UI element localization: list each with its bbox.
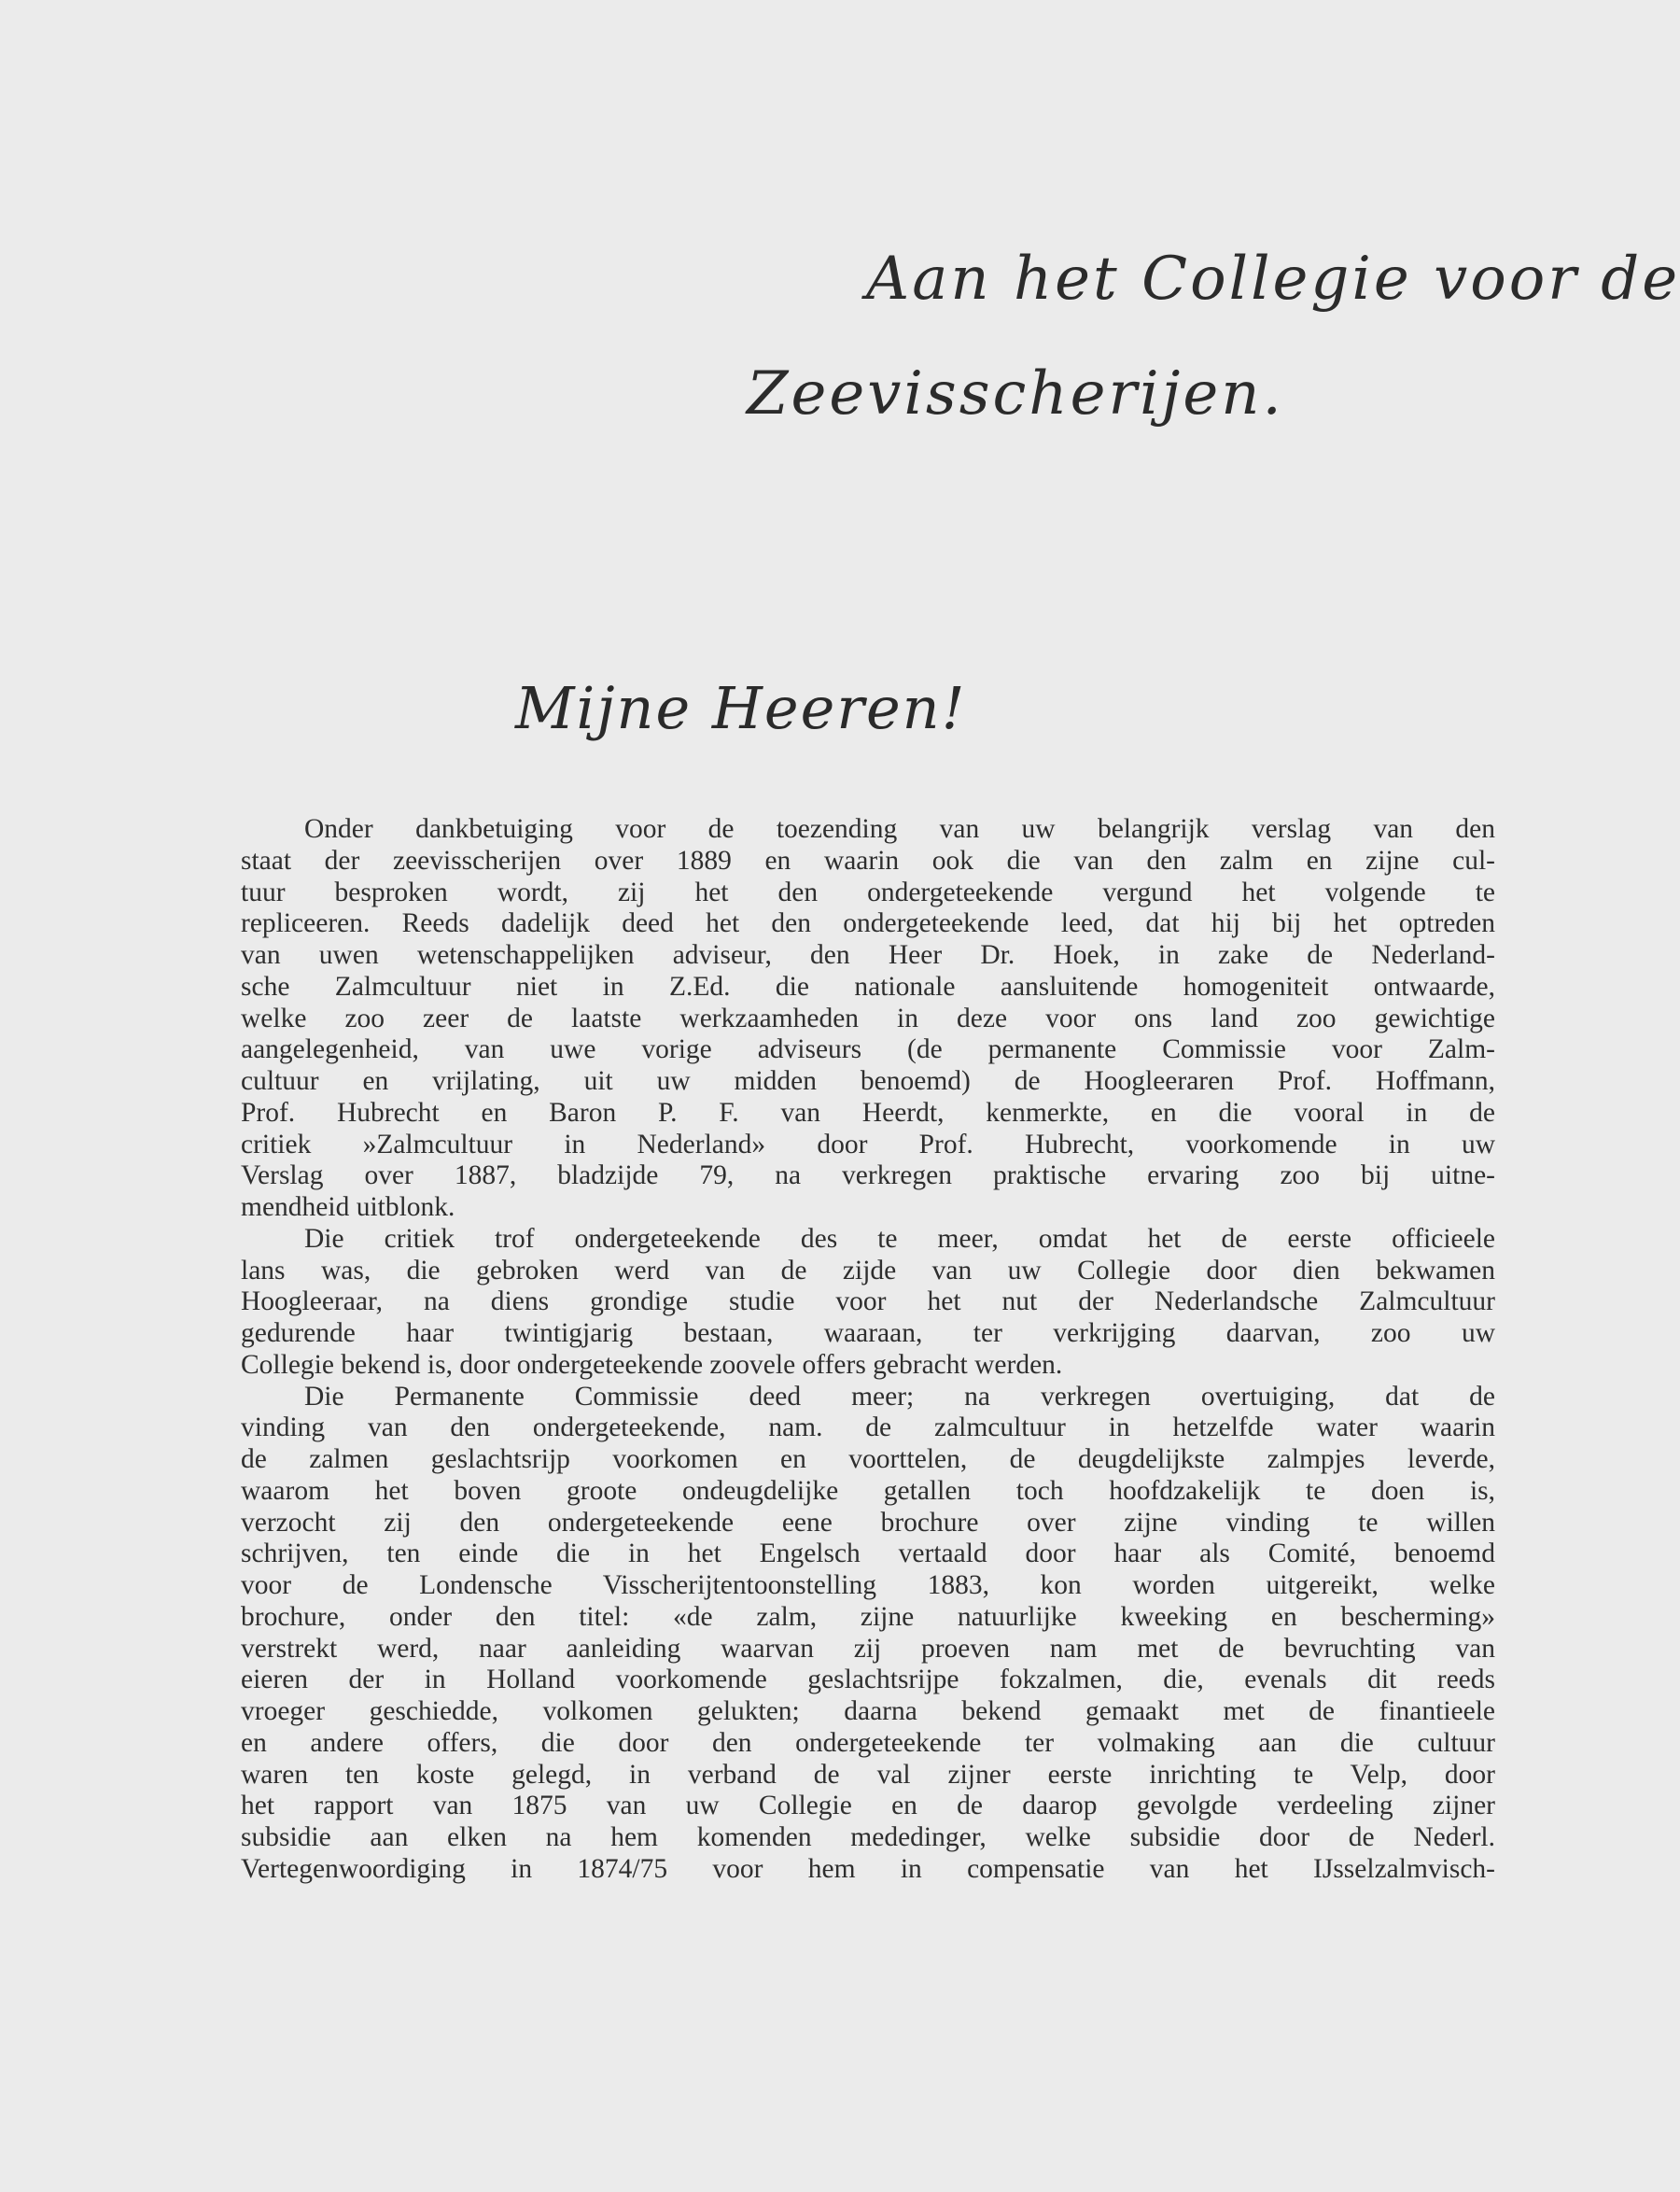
text-line: welke zoo zeer de laatste werkzaamheden in deze voor ons land zoo gewichtige [241,1003,1495,1033]
text-line: subsidie aan elken na hem komenden mededinger, welke subsidie door de Nederl. [241,1822,1495,1852]
text-line: Onder dankbetuiging voor de toezending van uw belangrijk verslag van den [304,814,1495,844]
text-line: gedurende haar twintigjarig bestaan, waaraan, ter verkrijging daarvan, zoo uw [241,1318,1495,1348]
text-line: Collegie bekend is, door ondergeteekende zoovele offers gebracht werden. [241,1349,1063,1380]
text-line: vroeger geschiedde, volkomen gelukten; daarna bekend gemaakt met de finantieele [241,1696,1495,1726]
text-line: mendheid uitblonk. [241,1192,455,1222]
salutation: Mijne Heeren! [515,674,967,742]
text-line: verzocht zij den ondergeteekende eene brochure over zijne vinding te willen [241,1507,1495,1538]
text-line: waarom het boven groote ondeugdelijke getallen toch hoofdzakelijk te doen is, [241,1475,1495,1506]
text-line: Hoogleeraar, na diens grondige studie voor het nut der Nederlandsche Zalmcultuur [241,1286,1495,1317]
text-line: Die critiek trof ondergeteekende des te meer, omdat het de eerste officieele [304,1223,1495,1254]
heading-line-2: Zeevisscherijen. [747,359,1284,429]
text-line: repliceeren. Reeds dadelijk deed het den ondergeteekende leed, dat hij bij het optreden [241,908,1495,939]
text-line: Die Permanente Commissie deed meer; na verkregen overtuiging, dat de [304,1381,1495,1412]
text-line: brochure, onder den titel: «de zalm, zijne natuurlijke kweeking en bescherming» [241,1601,1495,1632]
text-line: de zalmen geslachtsrijp voorkomen en voorttelen, de deugdelijkste zalmpjes leverde, [241,1444,1495,1474]
paragraph-3 [241,1382,1495,1886]
text-line: schrijven, ten einde die in het Engelsch vertaald door haar als Comité, benoemd [241,1539,1495,1569]
text-line: Vertegenwoordiging in 1874/75 voor hem in compensatie van het IJsselzalmvisch- [241,1853,1495,1884]
text-line: aangelegenheid, van uwe vorige adviseurs (de permanente Commissie voor Zalm- [241,1034,1495,1065]
text-line: tuur besproken wordt, zij het den ondergeteekende vergund het volgende te [241,877,1495,907]
heading-line-1: Aan het Collegie voor de [866,245,1680,314]
letter-body [241,814,1495,1886]
text-line: cultuur en vrijlating, uit uw midden benoemd) de Hoogleeraren Prof. Hoffmann, [241,1066,1495,1096]
text-line: en andere offers, die door den ondergeteekende ter volmaking aan die cultuur [241,1727,1495,1758]
text-line: Verslag over 1887, bladzijde 79, na verkregen praktische ervaring zoo bij uitne- [241,1160,1495,1191]
text-line: Prof. Hubrecht en Baron P. F. van Heerdt, kenmerkte, en die vooral in de [241,1097,1495,1128]
paragraph-1 [241,814,1495,1224]
paragraph-2 [241,1224,1495,1382]
text-line: van uwen wetenschappelijken adviseur, den Heer Dr. Hoek, in zake de Nederland- [241,940,1495,970]
text-line: eieren der in Holland voorkomende geslachtsrijpe fokzalmen, die, evenals dit reeds [241,1665,1495,1695]
text-line: critiek »Zalmcultuur in Nederland» door Prof. Hubrecht, voorkomende in uw [241,1129,1495,1159]
text-line: verstrekt werd, naar aanleiding waarvan zij proeven nam met de bevruchting van [241,1633,1495,1664]
text-line: staat der zeevisscherijen over 1889 en waarin ook die van den zalm en zijne cul- [241,845,1495,876]
text-line: het rapport van 1875 van uw Collegie en de daarop gevolgde verdeeling zijner [241,1791,1495,1821]
text-line: voor de Londensche Visscherijtentoonstelling 1883, kon worden uitgereikt, welke [241,1570,1495,1600]
text-line: lans was, die gebroken werd van de zijde van uw Collegie door dien bekwamen [241,1255,1495,1286]
text-line: waren ten koste gelegd, in verband de val zijner eerste inrichting te Velp, door [241,1759,1495,1790]
text-line: vinding van den ondergeteekende, nam. de zalmcultuur in hetzelfde water waarin [241,1412,1495,1443]
text-line: sche Zalmcultuur niet in Z.Ed. die nationale aansluitende homogeniteit ontwaarde, [241,971,1495,1002]
